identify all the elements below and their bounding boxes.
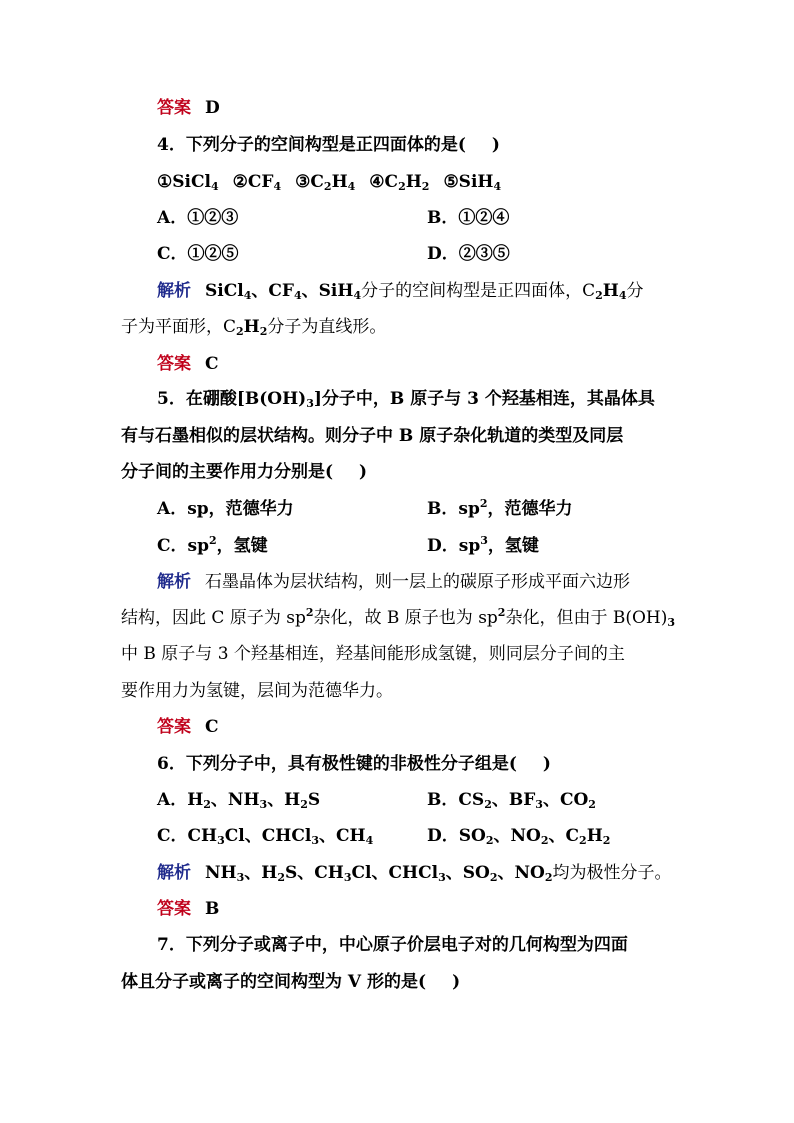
question-5-line-2: 有与石墨相似的层状结构。则分子中 B 原子杂化轨道的类型及同层 bbox=[121, 426, 624, 446]
option-4a: A．①②③ bbox=[157, 208, 239, 228]
question-5-line-3: 分子间的主要作用力分别是( ) bbox=[121, 462, 368, 482]
answer-line-q4: 答案 C bbox=[157, 354, 219, 374]
answer-label: 答案 bbox=[157, 98, 191, 118]
answer-value: D bbox=[205, 98, 220, 118]
analysis-5-line-2: 结构，因此 C 原子为 $sp^2$杂化，故 B 原子也为 $sp^2$杂化，但由于 $B(OH)_3$ bbox=[121, 606, 676, 629]
option-5c: C．$sp^2$，氢键 bbox=[157, 534, 268, 556]
option-6c: C．$CH_3Cl$、CHCl$_3$、$CH_4$ bbox=[157, 826, 374, 847]
question-7-line-2: 体且分子或离子的空间构型为 V 形的是( ) bbox=[121, 972, 461, 992]
option-5a: A．sp，范德华力 bbox=[157, 499, 294, 519]
analysis-5-line-4: 要作用力为氢键，层间为范德华力。 bbox=[121, 681, 393, 701]
analysis-6-line-1: 解析 $NH_3$、$H_2S$、$CH_3Cl$、CHCl$_3$、$SO_2$、$NO_2$均为极性分子。 bbox=[157, 863, 672, 884]
question-6-stem: 6．下列分子中，具有极性键的非极性分子组是( ) bbox=[157, 754, 551, 774]
option-6d: D．$SO_2$、$NO_2$、$C_2H_2$ bbox=[427, 826, 611, 847]
analysis-5-line-1: 解析 石墨晶体为层状结构，则一层上的碳原子形成平面六边形 bbox=[157, 572, 630, 592]
option-4b: B．①②④ bbox=[427, 208, 510, 228]
option-5b: B．$sp^2$，范德华力 bbox=[427, 497, 573, 519]
answer-line-q5: 答案 C bbox=[157, 717, 219, 737]
answer-line-q6: 答案 B bbox=[157, 899, 220, 919]
option-6a: A．$H_2$、$NH_3$、$H_2S$ bbox=[157, 790, 321, 811]
option-5d: D．$sp^3$，氢键 bbox=[427, 534, 539, 556]
analysis-4-line-1: 解析 SiCl$_4$、$CF_4$、SiH$_4$分子的空间构型是正四面体，$C_2H_4$分 bbox=[157, 281, 644, 302]
analysis-4-line-2: 子为平面形，$C_2H_2$分子为直线形。 bbox=[121, 317, 387, 338]
option-4c: C．①②⑤ bbox=[157, 244, 239, 264]
question-7-line-1: 7．下列分子或离子中，中心原子价层电子对的几何构型为四面 bbox=[157, 935, 628, 955]
analysis-5-line-3: 中 B 原子与 3 个羟基相连，羟基间能形成氢键，则同层分子间的主 bbox=[121, 644, 625, 664]
question-4-stem: 4．下列分子的空间构型是正四面体的是( ) bbox=[157, 135, 500, 155]
answer-line-q3 bbox=[157, 96, 220, 120]
option-4d: D．②③⑤ bbox=[427, 244, 510, 264]
question-4-items: ①SiCl$_4$ $②CF_4$ $③C_2H_4$ $④C_2H_2$ ⑤SiH$_4$ bbox=[157, 172, 502, 193]
option-6b: B．$CS_2$、$BF_3$、$CO_2$ bbox=[427, 790, 596, 811]
question-5-line-1: 5．在硼酸$[B(OH)_3]$分子中，B 原子与 3 个羟基相连，其晶体具 bbox=[157, 389, 655, 410]
